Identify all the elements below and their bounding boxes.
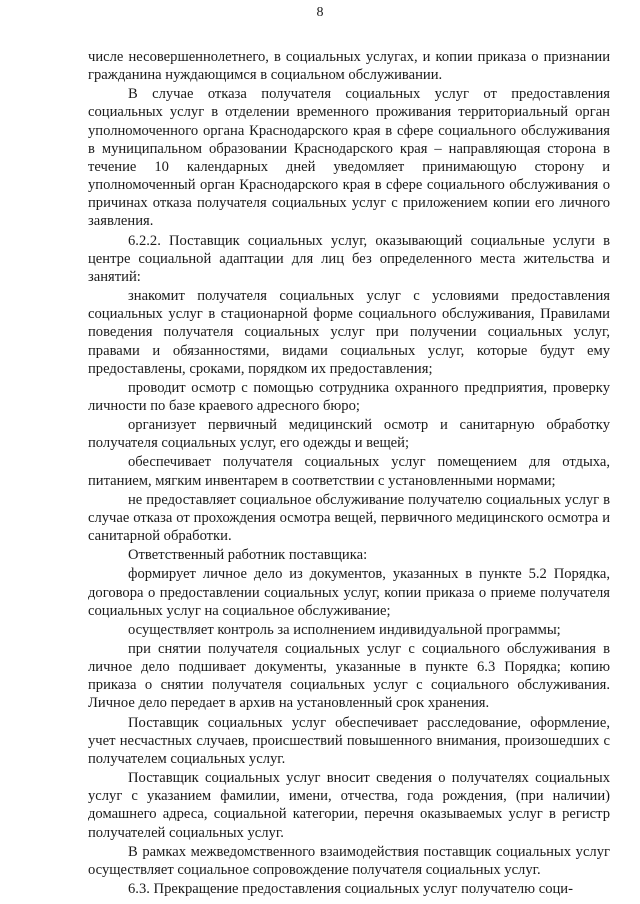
paragraph-inspection: проводит осмотр с помощью сотрудника охранного предприятия, проверку личности по базе краевого адресного бюро; [88,379,610,414]
paragraph-refusal-service: не предоставляет социальное обслуживание получателю социальных услуг в случае отказа от прохождения осмотра вещей, первичного медицинского осмотра и санитарной обработки. [88,491,610,545]
paragraph-provides-room: обеспечивает получателя социальных услуг помещением для отдыха, питанием, мягким инвентарем в соответствии с установленными нормами; [88,454,610,489]
paragraph-clause-6-2-2: 6.2.2. Поставщик социальных услуг, оказывающий социальные услуги в центре социальной адаптации для лиц без определенного места жительства и занятий: [88,232,610,285]
paragraph-refusal-notice: В случае отказа получателя социальных услуг от предоставления социальных услуг в отделении временного проживания территориальный орган уполномоченного органа Краснодарского края в сфере социального обслуживания в муниципальном образовании Краснодарского края – направляющая сторона в течение 10 календарных дней уведомляет принимающую сторону и уполномоченный орган Краснодарского края в сфере социального обслуживания о причинах отказа получателя социальных услуг с приложением копии его личного заявления. [88,86,610,230]
paragraph-medical-exam: организует первичный медицинский осмотр и санитарную обработку получателя социальных услуг, его одежды и вещей; [88,417,610,452]
paragraph-control: осуществляет контроль за исполнением индивидуальной программы; [128,621,561,638]
paragraph-familiarizes: знакомит получателя социальных услуг с условиями предоставления социальных услуг в стационарной форме социального обслуживания, Правилами поведения получателя социальных услуг при получении социальных услуг, правами и обязанностями, видами социальных услуг, которые будут ему предоставлены, сроками, порядком их предоставления; [88,288,610,377]
paragraph-accidents: Поставщик социальных услуг обеспечивает расследование, оформление, учет несчастных случаев, происшествий повышенного внимания, произошедших с получателем социальных услуг. [88,714,610,767]
page-number: 8 [316,5,324,20]
paragraph-clause-6-3: 6.3. Прекращение предоставления социальных услуг получателю соци- [128,881,573,898]
document-body [88,48,610,899]
paragraph-removal: при снятии получателя социальных услуг с социального обслуживания в личное дело подшивает документы, указанные в пункте 6.3 Порядка; копию приказа о снятии получателя социальных услуг с социального обслуживания. Личное дело передает в архив на установленный срок хранения. [88,641,610,712]
paragraph-forms-file: формирует личное дело из документов, указанных в пункте 5.2 Порядка, договора о предоставлении социальных услуг, копии приказа о приеме получателя социальных услуг на социальное обслуживание; [88,566,610,619]
paragraph-responsible-worker: Ответственный работник поставщика: [128,547,368,564]
paragraph-interagency: В рамках межведомственного взаимодействия поставщик социальных услуг осуществляет социальное сопровождение получателя социальных услуг. [88,843,610,878]
paragraph-registry: Поставщик социальных услуг вносит сведения о получателях социальных услуг с указанием фамилии, имени, отчества, года рождения, (при наличии) домашнего адреса, социальной категории, перечня оказываемых услуг в регистр получателей социальных услуг. [88,770,610,841]
paragraph-continuation: числе несовершеннолетнего, в социальных услугах, и копии приказа о признании гражданина нуждающимся в социальном обслуживании. [88,49,610,84]
